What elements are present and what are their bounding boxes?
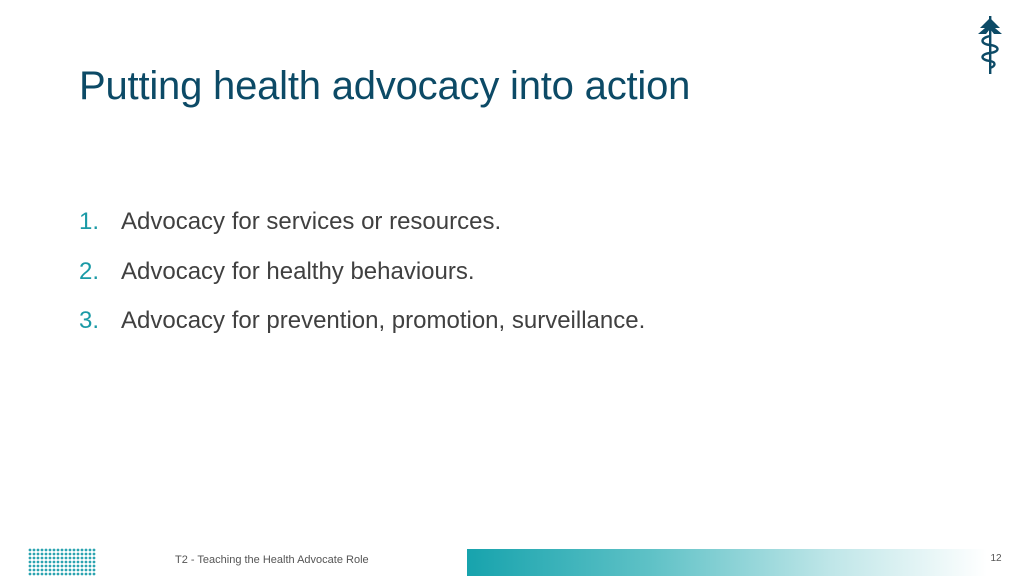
medical-staff-icon xyxy=(974,16,1006,74)
list-item xyxy=(79,249,645,299)
list-item xyxy=(79,199,645,249)
list-item xyxy=(79,298,645,348)
slide-title: Putting health advocacy into action xyxy=(79,64,691,108)
list-item-text: Advocacy for services or resources. xyxy=(121,208,502,235)
footer-gradient-bar xyxy=(467,549,987,576)
list-item-number: 3. xyxy=(79,307,100,334)
footer-text: T2 - Teaching the Health Advocate Role xyxy=(175,554,369,566)
list-item-text: Advocacy for prevention, promotion, surveillance. xyxy=(121,307,646,334)
list-item-number: 1. xyxy=(79,208,100,235)
dot-grid-icon xyxy=(28,548,96,576)
page-number: 12 xyxy=(990,553,1002,564)
list-item-text: Advocacy for healthy behaviours. xyxy=(121,257,475,285)
advocacy-list xyxy=(79,199,645,348)
list-item-number: 2. xyxy=(79,257,100,285)
